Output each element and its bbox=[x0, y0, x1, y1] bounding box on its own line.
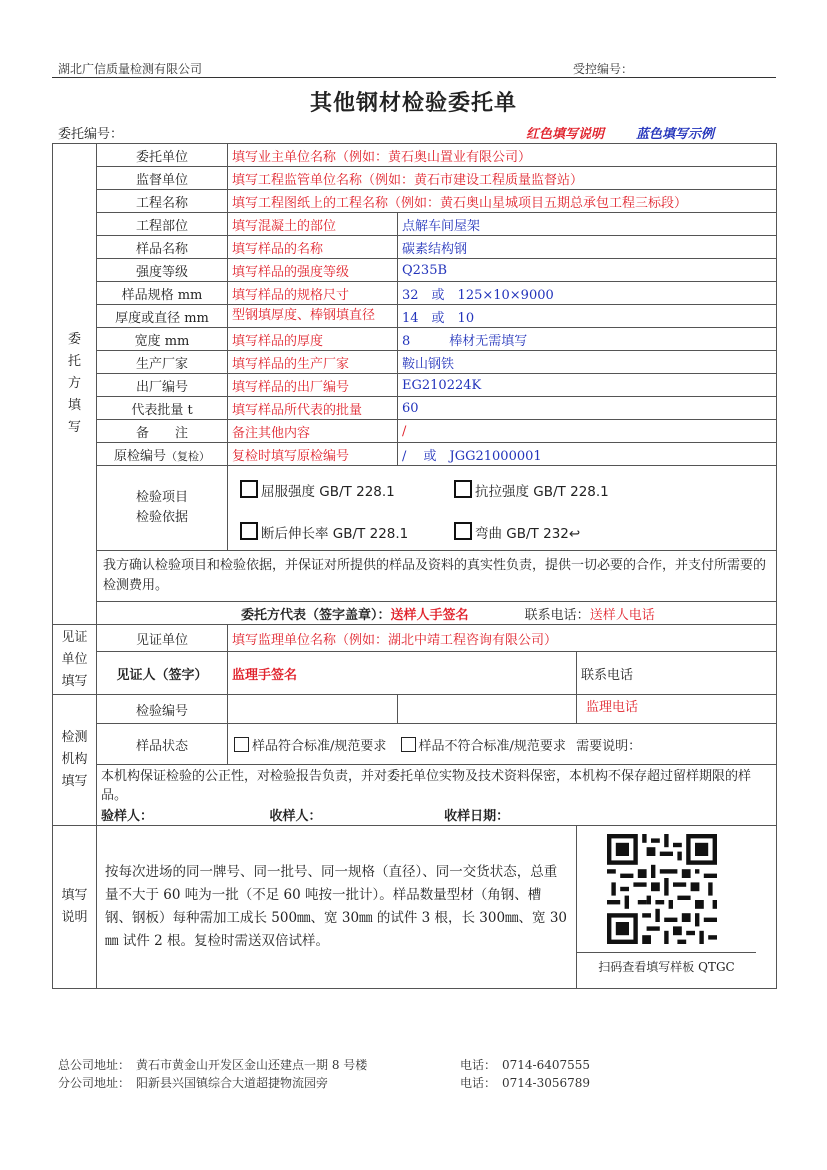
witness-unit-label: 见证单位 bbox=[97, 625, 228, 652]
client-unit-field[interactable]: 填写业主单位名称（例如：黄石奥山置业有限公司） bbox=[228, 144, 777, 167]
receive-date-label: 收样日期： bbox=[444, 808, 510, 824]
original-no-field[interactable]: / 或 JGG21000001 bbox=[398, 443, 777, 466]
state-ok-checkbox-icon[interactable] bbox=[234, 737, 249, 752]
instructions-section-label: 填写 说明 bbox=[53, 826, 97, 989]
project-part-field[interactable]: 点解车间屋架 bbox=[398, 213, 777, 236]
width-label: 宽度 mm bbox=[97, 328, 228, 351]
qr-cell bbox=[577, 826, 777, 989]
witness-person-label: 见证人（签字） bbox=[97, 652, 228, 695]
client-rep-value[interactable]: 送样人手签名 bbox=[390, 607, 469, 623]
test-items-area bbox=[228, 466, 777, 551]
hq-address: 总公司地址： 黄石市黄金山开发区金山还建点一期 8 号楼 bbox=[58, 1058, 368, 1072]
receiver1-label: 验样人： bbox=[101, 808, 154, 824]
witness-phone-label: 联系电话 bbox=[581, 667, 634, 683]
lab-section-label: 检测 机构 填写 bbox=[53, 695, 97, 826]
checkbox-icon[interactable] bbox=[454, 480, 472, 498]
checkbox-icon[interactable] bbox=[240, 480, 258, 498]
checkbox-icon[interactable] bbox=[454, 522, 472, 540]
branch-address: 分公司地址： 阳新县兴国镇综合大道超捷物流园旁 bbox=[58, 1076, 329, 1090]
lab-promise: 本机构保证检验的公正性，对检验报告负责，并对委托单位实物及技术资料保密，本机构不保存超过留样期限的样品。 bbox=[97, 765, 777, 804]
lab-signature-row bbox=[97, 803, 777, 826]
client-section-label: 委 托 方 填 写 bbox=[53, 144, 97, 625]
sample-spec-field[interactable]: 32 或 125×10×9000 bbox=[398, 282, 777, 305]
state-bad-label: 样品不符合标准/规范要求 bbox=[418, 738, 566, 754]
client-phone-label: 联系电话： bbox=[524, 607, 590, 623]
qr-caption: 扫码查看填写样板 QTGC bbox=[598, 960, 735, 974]
batch-field[interactable]: 60 bbox=[398, 397, 777, 420]
sample-state-label: 样品状态 bbox=[97, 724, 228, 765]
original-no-label: 原检编号（复检） bbox=[97, 443, 228, 466]
sample-spec-label: 样品规格 mm bbox=[97, 282, 228, 305]
page-title: 其他钢材检验委托单 bbox=[309, 90, 517, 116]
thickness-desc: 型钢填厚度、棒钢填直径 bbox=[228, 305, 398, 328]
strength-grade-label: 强度等级 bbox=[97, 259, 228, 282]
test-item-tensile[interactable]: 抗拉强度 GB/T 228.1 bbox=[454, 480, 609, 500]
legend-red: 红色填写说明 bbox=[526, 127, 605, 142]
witness-unit-field[interactable]: 填写监理单位名称（例如：湖北中靖工程咨询有限公司） bbox=[228, 625, 777, 652]
test-item-yield[interactable]: 屈服强度 GB/T 228.1 bbox=[240, 480, 395, 500]
test-items-label: 检验项目 检验依据 bbox=[97, 466, 228, 551]
supervision-unit-field[interactable]: 填写工程监管单位名称（例如：黄石市建设工程质量监督站） bbox=[228, 167, 777, 190]
state-ok-label: 样品符合标准/规范要求 bbox=[252, 738, 387, 754]
company-name: 湖北广信质量检测有限公司 bbox=[58, 62, 203, 76]
client-unit-label: 委托单位 bbox=[97, 144, 228, 167]
witness-person-value[interactable]: 监理手签名 bbox=[228, 652, 577, 695]
client-declaration: 我方确认检验项目和检验依据，并保证对所提供的样品及资料的真实性负责，提供一切必要的合作，并支付所需要的检测费用。 bbox=[97, 551, 777, 602]
state-note-label: 需要说明： bbox=[576, 738, 642, 754]
sample-state-field bbox=[228, 724, 777, 765]
client-phone-value[interactable]: 送样人电话 bbox=[589, 607, 655, 623]
entrust-no-label: 委托编号： bbox=[58, 127, 124, 142]
test-item-elongation[interactable]: 断后伸长率 GB/T 228.1 bbox=[240, 522, 408, 542]
project-name-label: 工程名称 bbox=[97, 190, 228, 213]
lab-no-field-2[interactable] bbox=[398, 695, 577, 724]
factory-no-field[interactable]: EG210224K bbox=[398, 374, 777, 397]
hq-phone: 电话： 0714-6407555 bbox=[460, 1058, 591, 1072]
sample-name-label: 样品名称 bbox=[97, 236, 228, 259]
thickness-label: 厚度或直径 mm bbox=[97, 305, 228, 328]
control-number-label: 受控编号： bbox=[573, 62, 634, 76]
width-field[interactable]: 8 棒材无需填写 bbox=[398, 328, 777, 351]
batch-desc: 填写样品所代表的批量 bbox=[228, 397, 398, 420]
legend-blue: 蓝色填写示例 bbox=[636, 127, 715, 142]
sample-name-field[interactable]: 碳素结构钢 bbox=[398, 236, 777, 259]
sample-spec-desc: 填写样品的规格尺寸 bbox=[228, 282, 398, 305]
test-item-bending[interactable]: 弯曲 GB/T 232↩ bbox=[454, 522, 580, 542]
remark-desc: 备注其他内容 bbox=[228, 420, 398, 443]
entrust-form bbox=[52, 143, 777, 989]
strength-grade-desc: 填写样品的强度等级 bbox=[228, 259, 398, 282]
instructions-text: 按每次进场的同一牌号、同一批号、同一规格（直径）、同一交货状态，总重量不大于 60 吨为一批（不足 60 吨按一批计）。样品数量型材（角钢、槽钢、钢板）每种需加工成长 500㎜、宽 30㎜ 的试件 3 根，长 300㎜、宽 30㎜ 试件 2 根。复检时需送双倍试样。 bbox=[97, 826, 577, 989]
batch-label: 代表批量 t bbox=[97, 397, 228, 420]
header-divider bbox=[52, 77, 776, 78]
factory-no-desc: 填写样品的出厂编号 bbox=[228, 374, 398, 397]
factory-no-label: 出厂编号 bbox=[97, 374, 228, 397]
original-no-desc: 复检时填写原检编号 bbox=[228, 443, 398, 466]
project-part-label: 工程部位 bbox=[97, 213, 228, 236]
lab-no-label: 检验编号 bbox=[97, 695, 228, 724]
remark-label: 备 注 bbox=[97, 420, 228, 443]
client-rep-label: 委托方代表（签字盖章）： bbox=[241, 607, 391, 623]
qr-code-icon[interactable] bbox=[607, 834, 717, 944]
checkbox-icon[interactable] bbox=[240, 522, 258, 540]
receiver2-label: 收样人： bbox=[269, 808, 322, 824]
client-signature-row bbox=[97, 602, 777, 625]
manufacturer-field[interactable]: 鞍山钢铁 bbox=[398, 351, 777, 374]
thickness-field[interactable]: 14 或 10 bbox=[398, 305, 777, 328]
witness-section-label: 见证 单位 填写 bbox=[53, 625, 97, 695]
remark-field[interactable]: / bbox=[398, 420, 777, 443]
width-desc: 填写样品的厚度 bbox=[228, 328, 398, 351]
witness-phone-value[interactable]: 监理电话 bbox=[586, 700, 639, 715]
manufacturer-desc: 填写样品的生产厂家 bbox=[228, 351, 398, 374]
strength-grade-field[interactable]: Q235B bbox=[398, 259, 777, 282]
witness-phone-cell bbox=[577, 652, 777, 695]
manufacturer-label: 生产厂家 bbox=[97, 351, 228, 374]
project-part-desc: 填写混凝土的部位 bbox=[228, 213, 398, 236]
sample-name-desc: 填写样品的名称 bbox=[228, 236, 398, 259]
project-name-field[interactable]: 填写工程图纸上的工程名称（例如：黄石奥山星城项目五期总承包工程三标段） bbox=[228, 190, 777, 213]
qr-divider bbox=[577, 952, 756, 953]
lab-no-field-1[interactable] bbox=[228, 695, 398, 724]
state-bad-checkbox-icon[interactable] bbox=[401, 737, 416, 752]
branch-phone: 电话： 0714-3056789 bbox=[460, 1076, 591, 1090]
supervision-unit-label: 监督单位 bbox=[97, 167, 228, 190]
